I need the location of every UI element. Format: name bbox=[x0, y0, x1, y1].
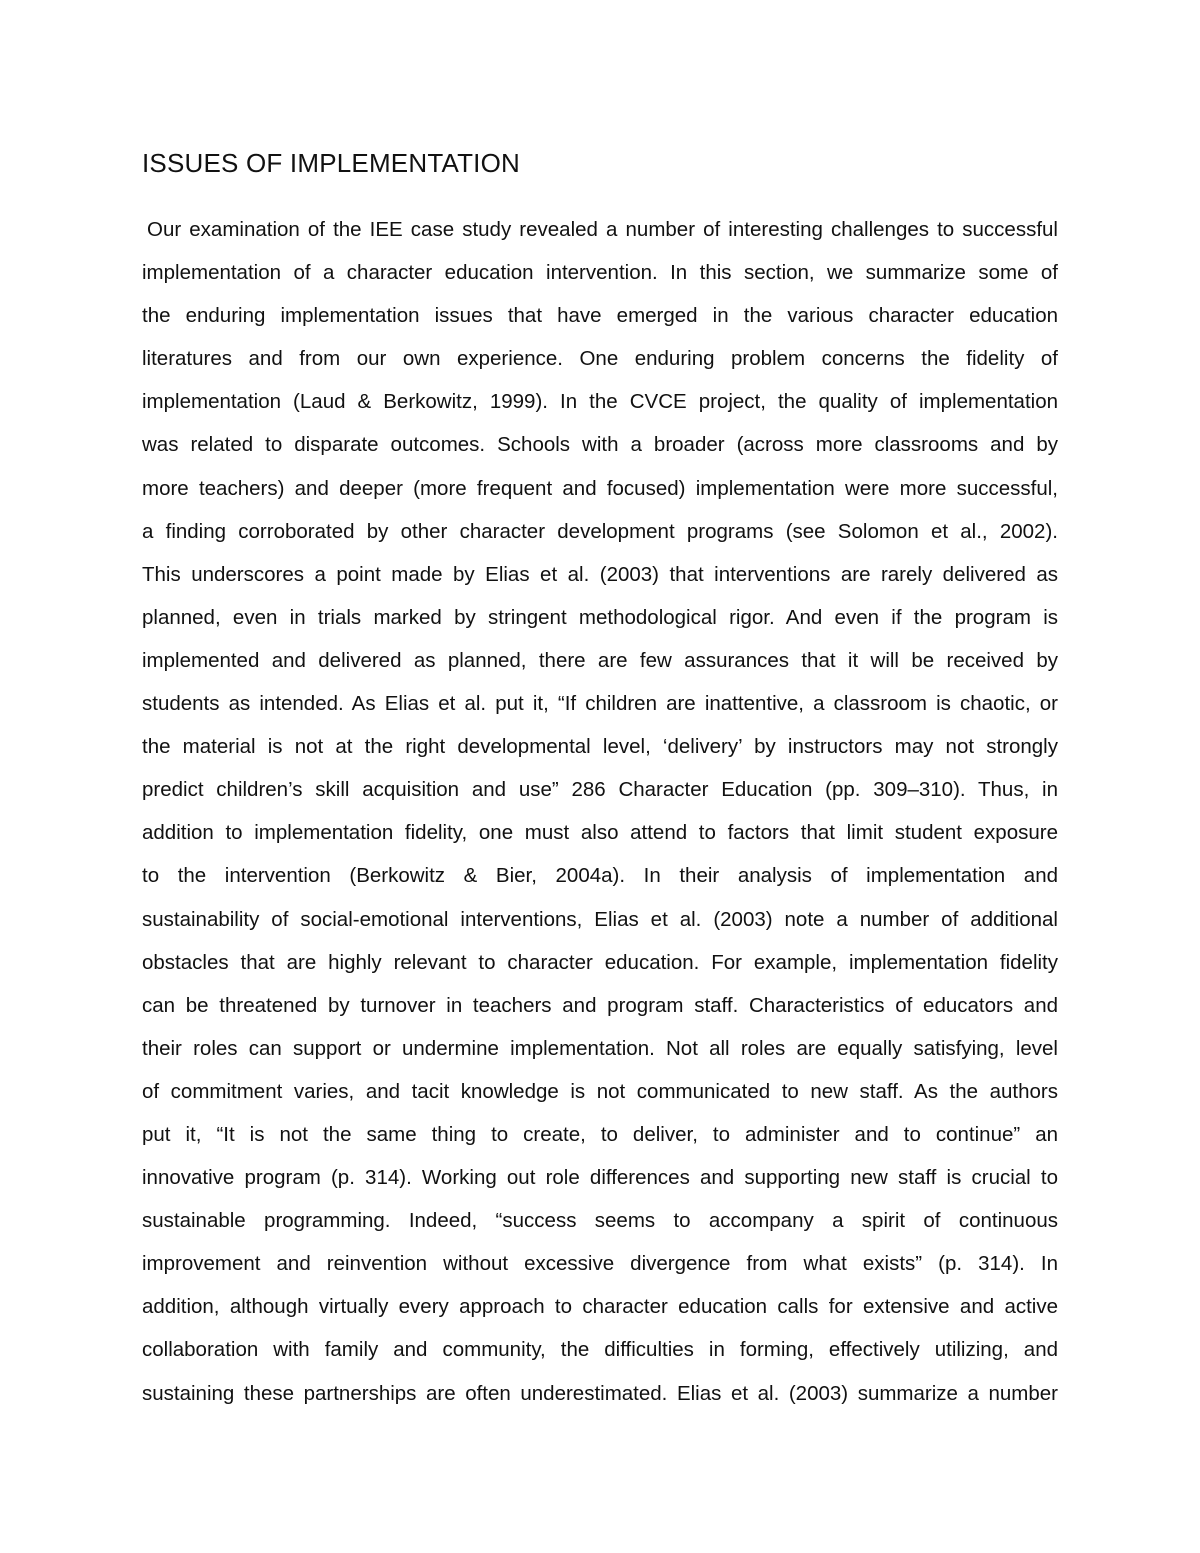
paragraph-line: to the intervention (Berkowitz & Bier, 2004a). In their analysis of implementation and bbox=[142, 864, 1058, 888]
paragraph-line: sustainable programming. Indeed, “success seems to accompany a spirit of continuous bbox=[142, 1209, 1058, 1233]
paragraph-line: predict children’s skill acquisition and use” 286 Character Education (pp. 309–310). Thus, in bbox=[142, 778, 1058, 802]
paragraph-line: was related to disparate outcomes. Schools with a broader (across more classrooms and by bbox=[142, 433, 1058, 457]
paragraph-line: improvement and reinvention without excessive divergence from what exists” (p. 314). In bbox=[142, 1252, 1058, 1276]
paragraph-line: implementation (Laud & Berkowitz, 1999). In the CVCE project, the quality of implementation bbox=[142, 390, 1058, 414]
body-paragraph bbox=[142, 208, 1058, 1415]
paragraph-line: their roles can support or undermine implementation. Not all roles are equally satisfying, level bbox=[142, 1036, 1058, 1060]
paragraph-line: can be threatened by turnover in teachers and program staff. Characteristics of educators and bbox=[142, 993, 1058, 1017]
paragraph-line: implemented and delivered as planned, there are few assurances that it will be received by bbox=[142, 648, 1058, 672]
paragraph-line: implementation of a character education intervention. In this section, we summarize some of bbox=[142, 261, 1058, 285]
paragraph-line: sustaining these partnerships are often underestimated. Elias et al. (2003) summarize a number bbox=[142, 1381, 1058, 1405]
paragraph-line: collaboration with family and community, the difficulties in forming, effectively utilizing, and bbox=[142, 1338, 1058, 1362]
paragraph-line: of commitment varies, and tacit knowledge is not communicated to new staff. As the authors bbox=[142, 1079, 1058, 1103]
paragraph-line: planned, even in trials marked by stringent methodological rigor. And even if the program is bbox=[142, 605, 1058, 629]
paragraph-line: students as intended. As Elias et al. put it, “If children are inattentive, a classroom is chaotic, or bbox=[142, 692, 1058, 716]
paragraph-line: a finding corroborated by other character development programs (see Solomon et al., 2002). bbox=[142, 519, 1058, 543]
paragraph-line: literatures and from our own experience. One enduring problem concerns the fidelity of bbox=[142, 347, 1058, 371]
section-heading: ISSUES OF IMPLEMENTATION bbox=[142, 148, 520, 178]
paragraph-line: obstacles that are highly relevant to character education. For example, implementation fidelity bbox=[142, 950, 1058, 974]
paragraph-line: more teachers) and deeper (more frequent and focused) implementation were more successful, bbox=[142, 476, 1058, 500]
paragraph-line: the enduring implementation issues that have emerged in the various character education bbox=[142, 304, 1058, 328]
paragraph-line: put it, “It is not the same thing to create, to deliver, to administer and to continue” an bbox=[142, 1122, 1058, 1146]
paragraph-line: sustainability of social-emotional interventions, Elias et al. (2003) note a number of additional bbox=[142, 907, 1058, 931]
paragraph-line: the material is not at the right developmental level, ‘delivery’ by instructors may not strongly bbox=[142, 735, 1058, 759]
paragraph-line: This underscores a point made by Elias et al. (2003) that interventions are rarely delivered as bbox=[142, 562, 1058, 586]
paragraph-line: innovative program (p. 314). Working out role differences and supporting new staff is crucial to bbox=[142, 1166, 1058, 1190]
paragraph-line: addition to implementation fidelity, one must also attend to factors that limit student exposure bbox=[142, 821, 1058, 845]
paragraph-line: Our examination of the IEE case study revealed a number of interesting challenges to successful bbox=[147, 218, 1058, 241]
paragraph-line: addition, although virtually every approach to character education calls for extensive and active bbox=[142, 1295, 1058, 1319]
